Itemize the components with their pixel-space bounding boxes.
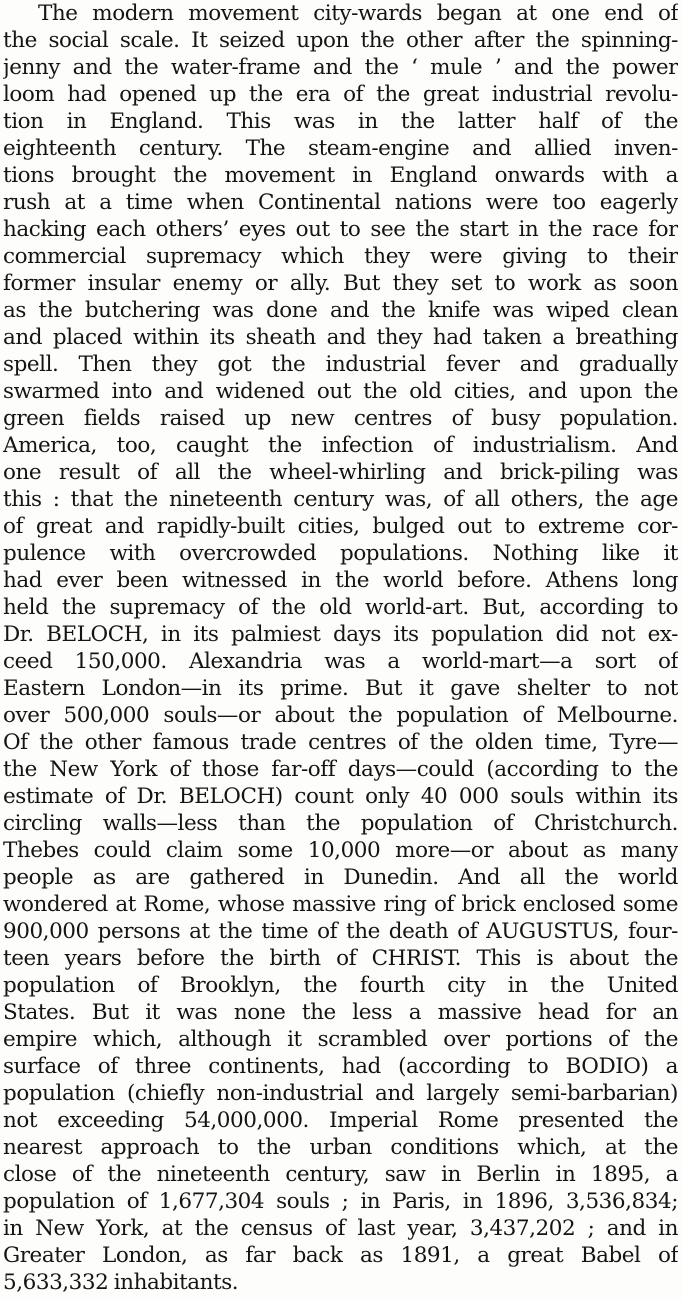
text-line: population of 1,677,304 souls ; in Paris, in 1896, 3,536,834;	[3, 1189, 678, 1214]
text-line: the social scale. It seized upon the other after the spinning-	[3, 28, 678, 53]
text-line: wondered at Rome, whose massive ring of brick enclosed some	[3, 892, 678, 917]
text-line: 5,633,332 inhabitants.	[3, 1270, 239, 1295]
text-line: had ever been witnessed in the world before. Athens long	[3, 568, 678, 593]
text-line: tion in England. This was in the latter half of the	[3, 109, 678, 134]
text-line: in New York, at the census of last year, 3,437,202 ; and in	[3, 1216, 678, 1241]
text-line: population (chiefly non-industrial and largely semi-barbarian)	[3, 1081, 678, 1106]
text-line: commercial supremacy which they were giving to their	[3, 244, 678, 269]
text-line: surface of three continents, had (according to BODIO) a	[3, 1054, 678, 1079]
text-line: 900,000 persons at the time of the death of AUGUSTUS, four-	[3, 919, 678, 944]
text-line: teen years before the birth of CHRIST. This is about the	[3, 946, 678, 971]
text-line: eighteenth century. The steam-engine and allied inven-	[3, 136, 678, 161]
text-line: Eastern London—in its prime. But it gave shelter to not	[3, 676, 678, 701]
text-line: this : that the nineteenth century was, of all others, the age	[3, 487, 678, 512]
text-line: Dr. BELOCH, in its palmiest days its population did not ex-	[3, 622, 678, 647]
text-line: spell. Then they got the industrial fever and gradually	[3, 352, 678, 377]
text-line: population of Brooklyn, the fourth city in the United	[3, 973, 678, 998]
text-line: empire which, although it scrambled over portions of the	[3, 1027, 678, 1052]
text-line: as the butchering was done and the knife was wiped clean	[3, 298, 678, 323]
text-line: the New York of those far-off days—could (according to the	[3, 757, 678, 782]
article-paragraph	[3, 0, 678, 1296]
text-line: pulence with overcrowded populations. Nothing like it	[3, 541, 678, 566]
text-line: nearest approach to the urban conditions which, at the	[3, 1135, 678, 1160]
text-line: green fields raised up new centres of busy population.	[3, 406, 678, 431]
text-line: former insular enemy or ally. But they set to work as soon	[3, 271, 678, 296]
text-line: Thebes could claim some 10,000 more—or about as many	[3, 838, 678, 863]
text-line: Greater London, as far back as 1891, a great Babel of	[3, 1243, 678, 1268]
text-line: States. But it was none the less a massive head for an	[3, 1000, 678, 1025]
text-line: not exceeding 54,000,000. Imperial Rome presented the	[3, 1108, 678, 1133]
text-line: over 500,000 souls—or about the population of Melbourne.	[3, 703, 678, 728]
text-line: hacking each others’ eyes out to see the start in the race for	[3, 217, 678, 242]
text-line: and placed within its sheath and they had taken a breathing	[3, 325, 678, 350]
text-line: America, too, caught the infection of industrialism. And	[3, 433, 678, 458]
text-line: held the supremacy of the old world-art. But, according to	[3, 595, 678, 620]
text-line: The modern movement city-wards began at one end of	[38, 1, 678, 26]
text-line: ceed 150,000. Alexandria was a world-mart—a sort of	[3, 649, 678, 674]
text-line: one result of all the wheel-whirling and brick-piling was	[3, 460, 678, 485]
text-line: close of the nineteenth century, saw in Berlin in 1895, a	[3, 1162, 678, 1187]
text-line: jenny and the water-frame and the ‘ mule ’ and the power	[3, 55, 678, 80]
text-line: rush at a time when Continental nations were too eagerly	[3, 190, 678, 215]
text-line: tions brought the movement in England onwards with a	[3, 163, 678, 188]
text-line: circling walls—less than the population of Christchurch.	[3, 811, 678, 836]
text-line: people as are gathered in Dunedin. And all the world	[3, 865, 678, 890]
text-line: estimate of Dr. BELOCH) count only 40 000 souls within its	[3, 784, 678, 809]
text-line: swarmed into and widened out the old cities, and upon the	[3, 379, 678, 404]
text-line: loom had opened up the era of the great industrial revolu-	[3, 82, 678, 107]
text-line: of great and rapidly-built cities, bulged out to extreme cor-	[3, 514, 678, 539]
text-line: Of the other famous trade centres of the olden time, Tyre—	[3, 730, 678, 755]
